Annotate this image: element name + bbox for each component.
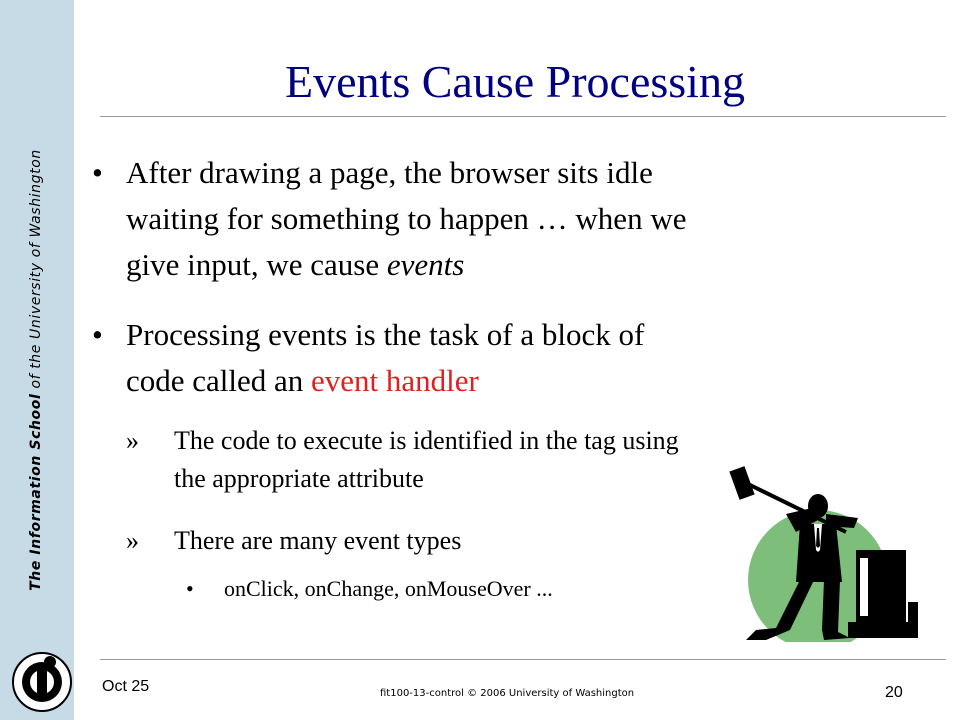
footer-divider [100, 659, 946, 660]
bullet-text-prefix: give input, we cause [126, 247, 387, 282]
bullet-marker: • [92, 155, 103, 190]
bullet-text-prefix: code called an [126, 363, 312, 398]
footer-date: Oct 25 [102, 678, 150, 695]
bullet-line: waiting for something to happen … when we [126, 201, 687, 236]
sub-bullet-marker: » [126, 426, 139, 455]
emphasis-text: events [386, 247, 465, 282]
university-name: the University of Washington [28, 149, 44, 369]
bullet-line: After drawing a page, the browser sits idle [126, 155, 653, 190]
slide-title: Events Cause Processing [285, 56, 745, 107]
sub-sub-bullet-text: onClick, onChange, onMouseOver ... [224, 576, 553, 601]
side-caption [28, 149, 44, 591]
bullet-line: Processing events is the task of a block of [126, 317, 645, 352]
sub-bullet-line: The code to execute is identified in the tag using [174, 426, 679, 455]
sub-bullet-marker: » [126, 526, 139, 555]
school-name: The Information School [28, 393, 44, 591]
of-word: of [28, 373, 44, 389]
bullet-line [126, 242, 916, 288]
footer-copyright: fit100-13-control © 2006 University of Washington [380, 688, 635, 699]
sub-bullet-text: There are many event types [174, 526, 462, 555]
bullet-text [126, 312, 916, 404]
sub-bullet-line: the appropriate attribute [174, 464, 424, 493]
page-number: 20 [885, 684, 903, 701]
bullet-text [126, 150, 916, 288]
bullet-line [126, 358, 916, 404]
man-smashing-computer-clipart-icon [726, 462, 926, 642]
highlight-text: event handler [311, 363, 479, 398]
sub-sub-bullet-marker: • [186, 576, 194, 601]
information-school-logo-icon [10, 650, 74, 714]
title-divider [100, 116, 946, 117]
bullet-marker: • [92, 317, 103, 352]
